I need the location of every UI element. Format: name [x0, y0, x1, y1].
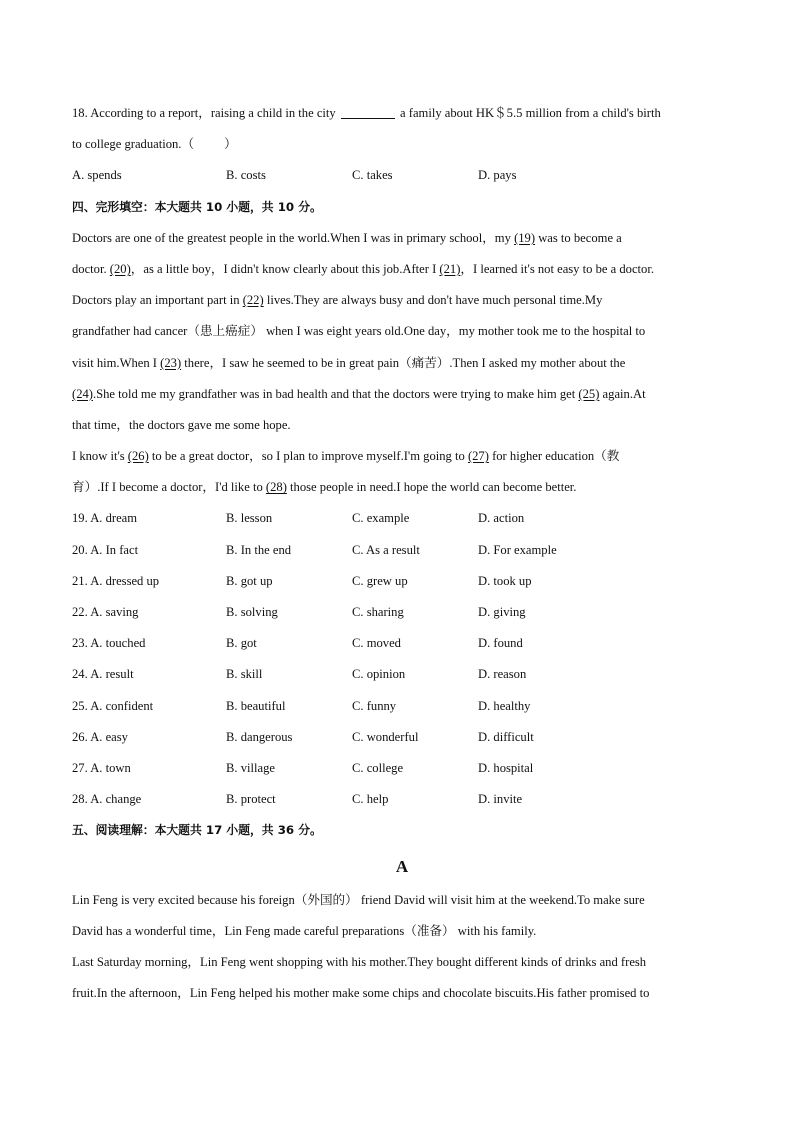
cloze-text: to be a great doctor，so I plan to improve myself.I'm going to	[148, 449, 468, 464]
option-c: C. opinion	[352, 667, 406, 682]
option-d: D. pays	[478, 168, 517, 183]
cloze-line	[72, 223, 732, 254]
option-b: B. beautiful	[226, 698, 286, 713]
option-c: C. wonderful	[352, 729, 419, 744]
cloze-text: visit him.When I	[72, 355, 161, 370]
passage-a-title: A	[395, 856, 409, 876]
question-18-stem-cont: a family about HK＄5.5 million from a child's birth	[400, 106, 661, 120]
cloze-text: ，I learned it's not easy to be a doctor.	[460, 261, 654, 276]
blank-number: (26)	[127, 449, 149, 464]
question-row	[72, 503, 732, 534]
option-d: D. took up	[478, 573, 532, 588]
option-c: C. funny	[352, 698, 397, 713]
cloze-text: Doctors play an important part in	[72, 293, 243, 308]
option-b: B. solving	[226, 605, 278, 619]
cloze-line	[72, 316, 732, 347]
passage-a-line: David has a wonderful time，Lin Feng made careful preparations（准备） with his family.	[72, 923, 537, 938]
question-row	[72, 566, 732, 597]
question-row	[72, 597, 732, 628]
cloze-passage	[72, 223, 732, 504]
cloze-line	[72, 472, 732, 503]
passage-a-line: Last Saturday morning，Lin Feng went shopping with his mother.They bought different kinds of drinks and fresh	[72, 954, 647, 969]
cloze-question-list	[72, 503, 732, 815]
question-row	[72, 753, 732, 784]
cloze-line	[72, 348, 732, 379]
cloze-line	[72, 441, 732, 472]
passage-a-line: fruit.In the afternoon，Lin Feng helped his mother make some chips and chocolate biscuits.His father promised to	[72, 986, 650, 1001]
question-row	[72, 691, 732, 722]
cloze-text: those people in need.I hope the world can become better.	[286, 480, 577, 495]
option-d: D. hospital	[478, 760, 534, 775]
question-18-line-2	[72, 129, 732, 160]
option-a: 27. A. town	[72, 760, 131, 775]
option-a: 28. A. change	[72, 792, 142, 807]
blank-number: (28)	[265, 480, 287, 495]
cloze-text: there，I saw he seemed to be in great pain（痛苦）.Then I asked my mother about the	[181, 355, 626, 370]
blank-number: (25)	[578, 386, 600, 401]
answer-blank	[341, 106, 395, 119]
option-d: D. For example	[478, 542, 557, 557]
option-c: C. takes	[352, 168, 393, 183]
option-b: B. dangerous	[226, 729, 293, 744]
option-c: C. example	[352, 511, 410, 526]
cloze-text: Doctors are one of the greatest people in the world.When I was in primary school，my	[72, 230, 515, 245]
cloze-line	[72, 285, 732, 316]
blank-number: (23)	[160, 355, 182, 370]
option-c: C. moved	[352, 636, 401, 651]
question-row	[72, 628, 732, 659]
blank-number: (24)	[72, 386, 93, 401]
option-a: 22. A. saving	[72, 605, 139, 619]
option-d: D. reason	[478, 667, 527, 682]
option-b: B. got	[226, 636, 257, 651]
cloze-text: .She told me my grandfather was in bad health and that the doctors were trying to make him get	[92, 386, 579, 401]
option-c: C. college	[352, 760, 404, 775]
question-18-stem: 18. According to a report，raising a child in the city	[72, 106, 336, 120]
question-18-bracket-close: ）	[224, 137, 237, 152]
blank-number: (19)	[514, 230, 536, 245]
option-d: D. invite	[478, 792, 523, 807]
section-5-heading: 五、阅读理解：本大题共 17 小题，共 36 分。	[72, 823, 322, 838]
option-a: 25. A. confident	[72, 698, 154, 713]
cloze-paragraph-1	[72, 223, 732, 441]
exam-page	[72, 98, 732, 1009]
cloze-text: was to become a	[535, 230, 622, 245]
cloze-text: again.At	[599, 386, 646, 401]
option-d: D. action	[478, 511, 525, 526]
question-row	[72, 722, 732, 753]
option-b: B. skill	[226, 667, 263, 682]
option-d: D. found	[478, 636, 523, 651]
option-a: 21. A. dressed up	[72, 573, 160, 588]
passage-a-body	[72, 885, 732, 1010]
cloze-text: that time，the doctors gave me some hope.	[72, 417, 291, 432]
option-b: B. village	[226, 760, 275, 775]
blank-number: (27)	[467, 449, 489, 464]
cloze-text: lives.They are always busy and don't have much personal time.My	[263, 293, 603, 308]
blank-number: (22)	[242, 293, 264, 308]
cloze-line	[72, 254, 732, 285]
option-c: C. As a result	[352, 542, 420, 557]
option-d: D. giving	[478, 605, 526, 619]
section-4-heading: 四、完形填空：本大题共 10 小题，共 10 分。	[72, 199, 322, 214]
cloze-text: doctor.	[72, 261, 110, 276]
option-a: 24. A. result	[72, 667, 134, 682]
option-d: D. healthy	[478, 698, 531, 713]
cloze-paragraph-2	[72, 441, 732, 503]
blank-number: (20)	[109, 261, 131, 276]
option-b: B. lesson	[226, 511, 273, 526]
question-row	[72, 535, 732, 566]
option-c: C. grew up	[352, 573, 408, 588]
blank-number: (21)	[439, 261, 461, 276]
option-a: A. spends	[72, 168, 122, 183]
question-18-options	[72, 160, 732, 191]
cloze-text: ，as a little boy，I didn't know clearly about this job.After I	[130, 261, 440, 276]
question-18-line-1	[72, 98, 732, 129]
question-row	[72, 784, 732, 815]
option-a: 19. A. dream	[72, 511, 138, 526]
option-b: B. protect	[226, 792, 276, 807]
question-row	[72, 659, 732, 690]
option-b: B. In the end	[226, 542, 292, 557]
question-18-stem-end: to college graduation.（	[72, 137, 195, 152]
option-c: C. sharing	[352, 605, 404, 619]
option-a: 26. A. easy	[72, 729, 128, 744]
cloze-line	[72, 410, 732, 441]
option-a: 23. A. touched	[72, 636, 146, 651]
passage-a-line: Lin Feng is very excited because his foreign（外国的） friend David will visit him at the weekend.To make sure	[72, 892, 645, 907]
cloze-text: I know it's	[72, 449, 128, 464]
option-d: D. difficult	[478, 729, 534, 744]
option-c: C. help	[352, 792, 389, 807]
option-b: B. got up	[226, 573, 273, 588]
option-b: B. costs	[226, 168, 266, 183]
cloze-text: for higher education（教	[488, 449, 620, 464]
cloze-text: grandfather had cancer（患上癌症） when I was eight years old.One day，my mother took me to the hospital to	[72, 324, 646, 339]
cloze-line	[72, 379, 732, 410]
cloze-text: 育）.If I become a doctor，I'd like to	[72, 480, 266, 495]
option-a: 20. A. In fact	[72, 542, 139, 557]
